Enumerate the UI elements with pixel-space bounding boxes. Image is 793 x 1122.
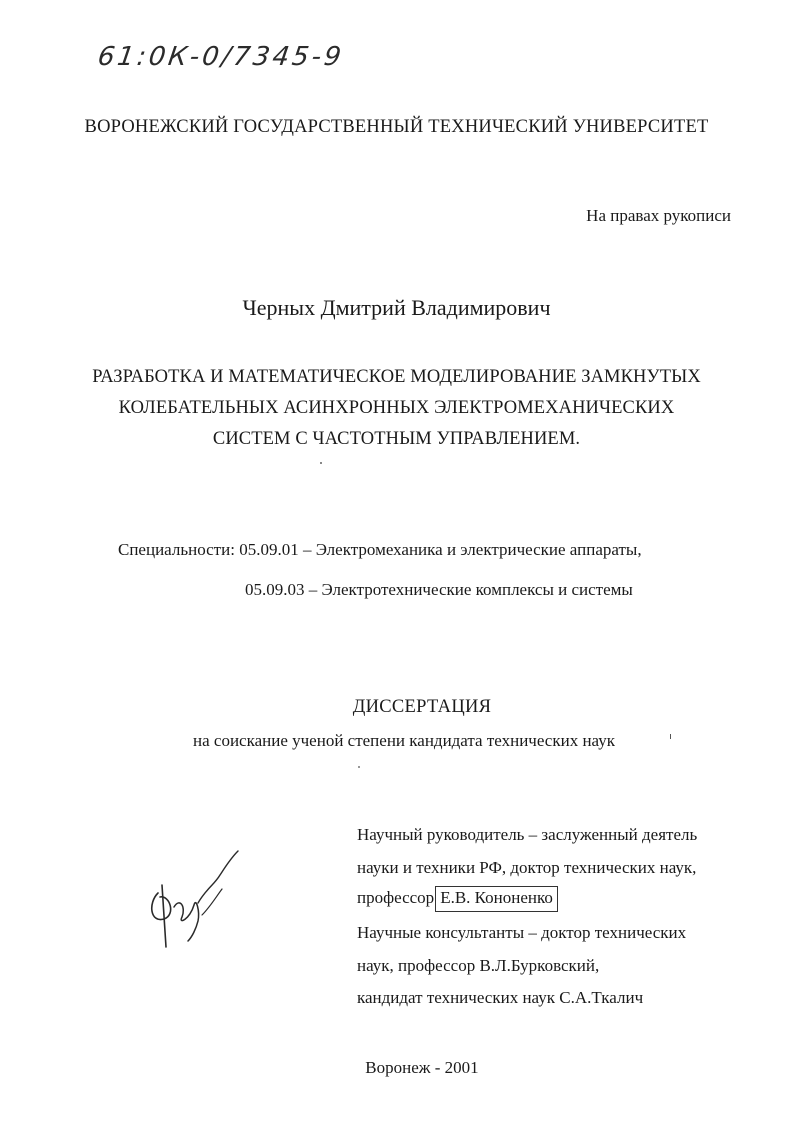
scan-speck — [358, 766, 360, 768]
city-year: Воронеж - 2001 — [365, 1058, 479, 1077]
university-name: ВОРОНЕЖСКИЙ ГОСУДАРСТВЕННЫЙ ТЕХНИЧЕСКИЙ УНИВЕРСИТЕТ — [84, 117, 709, 137]
specialty-line-2: 05.09.03 – Электротехнические комплексы и системы — [245, 580, 633, 599]
specialties-label: Специальности: — [118, 540, 235, 559]
supervisor-name-box: Е.В. Кононенко — [435, 886, 558, 912]
thesis-title-line-2: КОЛЕБАТЕЛЬНЫХ АСИНХРОННЫХ ЭЛЕКТРОМЕХАНИЧЕСКИХ — [118, 398, 675, 418]
supervisor-line-1: Научный руководитель – заслуженный деятель — [357, 825, 698, 844]
supervisor-line-3 — [357, 886, 558, 912]
scan-speck — [320, 462, 322, 464]
consultants-line-2: наук, профессор В.Л.Бурковский, — [357, 956, 600, 975]
consultants-line-1: Научные консультанты – доктор технических — [357, 923, 687, 942]
manuscript-rights-note: На правах рукописи — [586, 206, 731, 225]
specialty-code-1: 05.09.01 – Электромеханика и электрические аппараты, — [239, 540, 642, 559]
document-type-heading: ДИССЕРТАЦИЯ — [352, 697, 492, 717]
specialty-line-1 — [118, 540, 642, 560]
archive-handwritten-code: 61:0К-0/7345-9 — [95, 42, 346, 72]
handwritten-signature — [140, 845, 250, 955]
degree-line: на соискание ученой степени кандидата технических наук — [193, 731, 616, 750]
supervisor-title: профессор — [357, 888, 435, 907]
thesis-title-line-3: СИСТЕМ С ЧАСТОТНЫМ УПРАВЛЕНИЕМ. — [212, 429, 581, 449]
supervisor-line-2: науки и техники РФ, доктор технических наук, — [357, 858, 697, 877]
scan-mark — [670, 734, 671, 739]
author-name: Черных Дмитрий Владимирович — [242, 295, 551, 320]
consultants-line-3: кандидат технических наук С.А.Ткалич — [357, 988, 644, 1007]
thesis-title-line-1: РАЗРАБОТКА И МАТЕМАТИЧЕСКОЕ МОДЕЛИРОВАНИЕ ЗАМКНУТЫХ — [92, 367, 701, 387]
